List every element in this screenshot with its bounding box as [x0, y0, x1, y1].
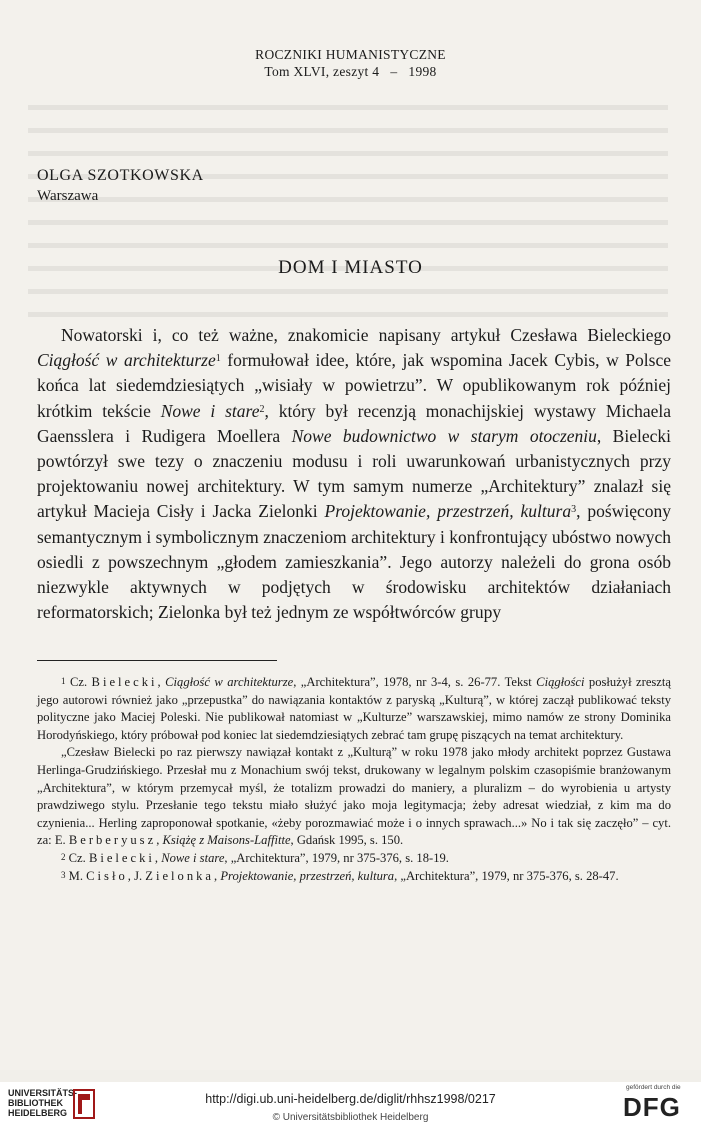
footnote-3: $^3$ M. Cisło, J. Zielonka, Projektowanie, przestrzeń, kultura, „Architektura”, 1979, nr 375-376, s. 28-47.: [61, 868, 619, 883]
footnote-rule: [37, 660, 277, 661]
footnote-ref: 1: [215, 353, 221, 365]
body-text: [37, 323, 671, 625]
copyright-notice: © Universitätsbibliothek Heidelberg: [272, 1112, 429, 1123]
running-header: [0, 46, 701, 80]
dfg-logo: DFG: [623, 1092, 681, 1122]
issue-line: Tom XLVI, zeszyt 4 – 1998: [264, 64, 437, 79]
footnotes: [37, 674, 671, 885]
footnote-1-quote: „Czesław Bielecki po raz pierwszy nawiązał kontakt z „Kulturą” w roku 1978 jako młody architekt poprzez Gustawa Herlinga-Grudzińskiego. Przesłał mu z Monachium swój tekst, drukowany w legalnym polskim czasopiśmie branżowanym „Architektura”, w którym przemycał myśl, że totalizm prowadzi do maniery, a pluralizm – do wyrobienia u artysty prawdziwego stylu. Przesłanie tego tekstu miało służyć jako moja legitymacja; żeby adresat wiedział, z kim ma do czynienia... Herling zaproponował spotkanie, «żeby porozmawiać może i o innych sprawach...» No i tak się zaczęło” – cyt. za: E. Berberyusz, Książę z Maisons-Laffitte, Gdańsk 1995, s. 150.: [37, 745, 671, 848]
permalink[interactable]: http://digi.ub.uni-heidelberg.de/diglit/rhhsz1998/0217: [205, 1092, 496, 1106]
footnote-1: $^1$ Cz. Bielecki, Ciągłość w architekturze, „Architektura”, 1978, nr 3-4, s. 26-77. Tekst Ciągłości posłużył zresztą jego autorowi również jako „przepustka” do nawiązania kontaktów z paryską „Kulturą”, w której zaczął publikować teksty polityczne jako Maciej Poleski. Nie publikował natomiast w „Kulturze” warszawskiej, mimo namów ze strony Dominika Horodyńskiego, który próbował pod koniec lat siedemdziesiątych zebrać tam grupę piszących na temat architektury.: [37, 675, 671, 742]
cited-title: Nowe budownictwo w starym otoczeniu: [291, 425, 597, 446]
article-title: DOM I MIASTO: [278, 257, 423, 278]
library-logo-text: UNIVERSITÄTS- BIBLIOTHEK HEIDELBERG: [8, 1088, 78, 1118]
cited-title: Projektowanie, przestrzeń, kultura: [324, 501, 572, 522]
cited-title: Ciągłość w architekturze: [37, 350, 216, 371]
author-name: OLGA SZOTKOWSKA: [37, 167, 204, 184]
author-affiliation: Warszawa: [37, 188, 99, 204]
paragraph: Nowatorski i, co też ważne, znakomicie napisany artykuł Czesława Bieleckiego Ciągłość w architekturze$^1$ formułował idee, które, jak wspomina Jacek Cybis, w Polsce końca lat siedemdziesiątych „wisiały w powietrzu”. W opublikowanym rok później krótkim tekście Nowe i stare$^2$, który był recenzją monachijskiej wystawy Michaela Gaensslera i Rudigera Moellera Nowe budownictwo w starym otoczeniu, Bielecki powtórzył swe tezy o znaczeniu modusu i roli uwarunkowań urbanistycznych przy projektowaniu nowej architektury. W tym samym numerze „Architektury” znalazł się artykuł Macieja Cisły i Jacka Zielonki Projektowanie, przestrzeń, kultura$^3$, poświęcony semantycznym i symbolicznym znaczeniom architektury i konfrontujący ubóstwo nowych osiedli z powszechnym „głodem zamieszkania”. Jego autorzy należeli do grona osób niezwykle aktywnych w podjętych w środowisku architektów działaniach reformatorskich; Zielonka był też jednym ze współtwórców grupy: [37, 325, 671, 623]
journal-title: ROCZNIKI HUMANISTYCZNE: [255, 47, 446, 62]
footnote-2: $^2$ Cz. Bielecki, Nowe i stare, „Architektura”, 1979, nr 375-376, s. 18-19.: [61, 850, 449, 865]
footnote-ref: 3: [571, 504, 577, 516]
dfg-caption: gefördert durch die: [626, 1084, 681, 1091]
footnote-ref: 2: [259, 403, 265, 415]
cited-title: Nowe i stare: [160, 400, 260, 421]
